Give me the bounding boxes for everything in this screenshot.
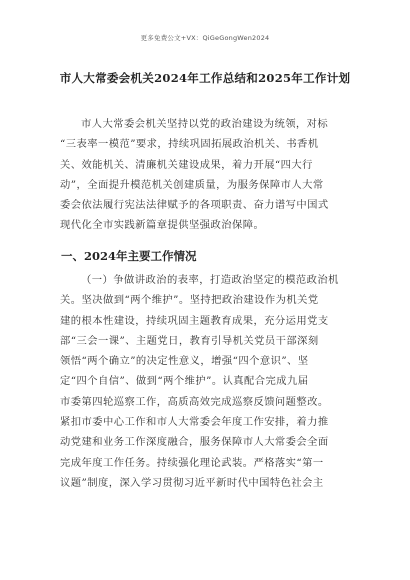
intro-paragraph bbox=[60, 114, 360, 236]
paragraph-line: 动党建和业务工作深度融合，服务保障市人大常委会全面 bbox=[60, 436, 329, 449]
paragraph-line: （一）争做讲政治的表率，打造政治坚定的模范政治机 bbox=[81, 274, 339, 286]
paragraph-line: 现代化全市实践新篇章提供坚强政治保障。 bbox=[60, 219, 265, 232]
paragraph-line: 完成年度工作任务。持续强化理论武装。严格落实“第一 bbox=[60, 456, 324, 469]
document-title: 市人大常委会机关2024年工作总结和2025年工作计划 bbox=[59, 71, 351, 85]
paragraph-line: 定“四个自信”、做到“两个维护”。认真配合完成九届 bbox=[60, 375, 309, 388]
paragraph-line: 部“三会一课”、主题党日，教育引导机关党员干部深刻 bbox=[60, 334, 319, 347]
paragraph-line: 关、效能机关、清廉机关建设成果，着力开展“四大行 bbox=[60, 158, 313, 171]
paragraph-line: 领悟“两个确立”的决定性意义，增强“四个意识”、坚 bbox=[60, 355, 309, 368]
paragraph-line: “三表率一模范”要求，持续巩固拓展政治机关、书香机 bbox=[60, 138, 319, 151]
paragraph-line: 动”，全面提升模范机关创建质量，为服务保障市人大常 bbox=[60, 178, 324, 191]
promo-header-note: 更多免费公文+VX：QiGeGongWen2024 bbox=[140, 34, 270, 42]
section-paragraph bbox=[60, 270, 360, 493]
paragraph-line: 市委第四轮巡察工作，高质高效完成巡察反馈问题整改。 bbox=[60, 395, 329, 408]
paragraph-line: 委会依法履行宪法法律赋予的各项职责、奋力谱写中国式 bbox=[60, 199, 329, 212]
paragraph-line: 关。坚决做到“两个维护”。坚持把政治建设作为机关党 bbox=[60, 294, 319, 307]
paragraph-line: 议题”制度，深入学习贯彻习近平新时代中国特色社会主 bbox=[60, 476, 324, 489]
section-heading: 一、2024年主要工作情况 bbox=[61, 249, 197, 263]
paragraph-line: 建的根本性建设，持续巩固主题教育成果，充分运用党支 bbox=[60, 314, 329, 327]
paragraph-line: 紧扣市委中心工作和市人大常委会年度工作安排，着力推 bbox=[60, 416, 329, 429]
paragraph-line: 市人大常委会机关坚持以党的政治建设为统领，对标 bbox=[81, 118, 329, 130]
